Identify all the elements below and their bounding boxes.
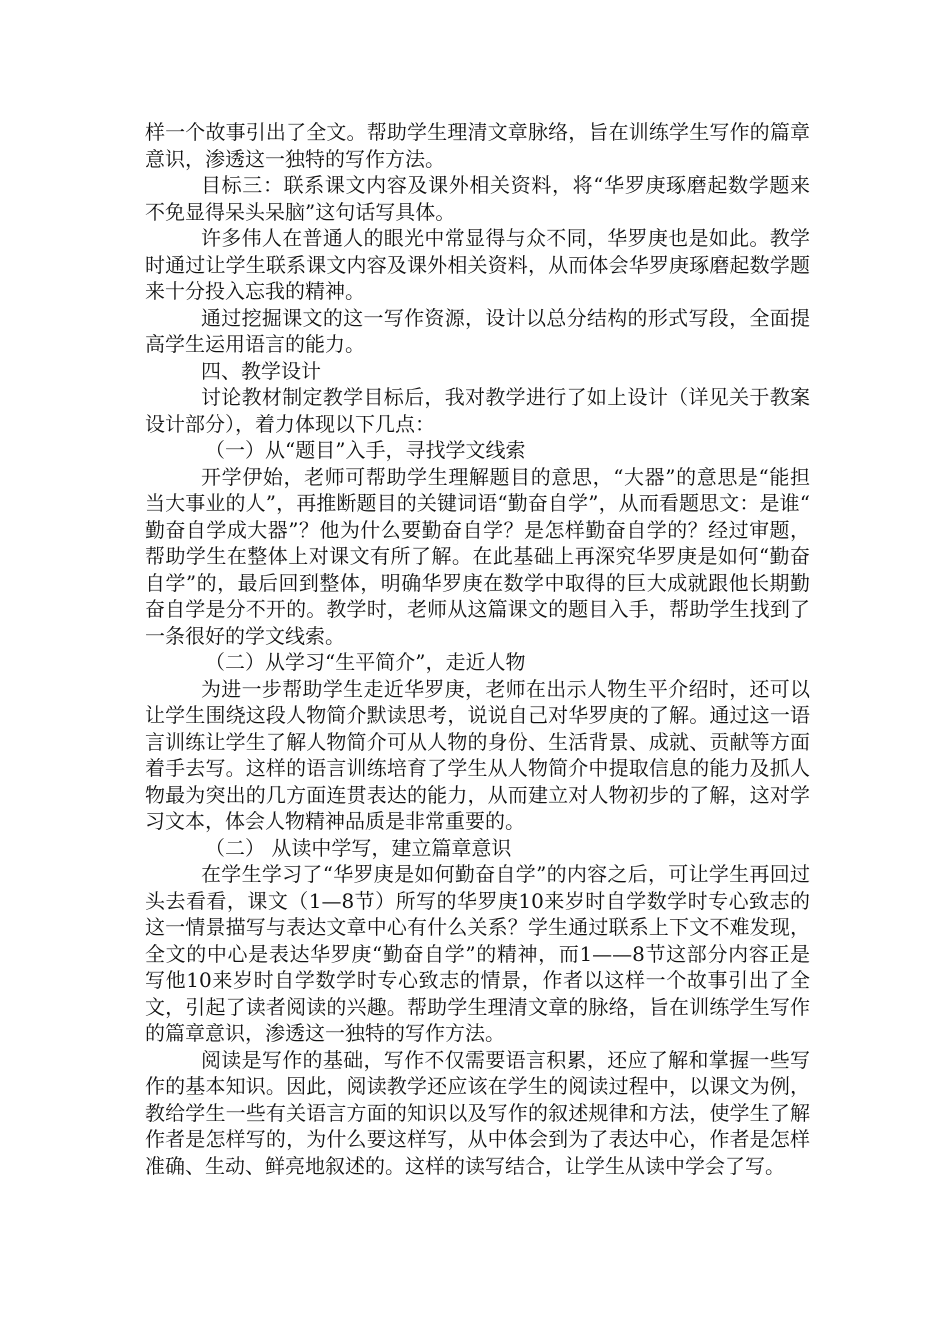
paragraph: 通过挖掘课文的这一写作资源，设计以总分结构的形式写段，全面提高学生运用语言的能力。 [145,305,810,356]
paragraph: 讨论教材制定教学目标后，我对教学进行了如上设计（详见关于教案设计部分），着力体现以下几点： [145,385,810,436]
paragraph: 开学伊始，老师可帮助学生理解题目的意思，“大器”的意思是“能担当大事业的人”，再推断题目的关键词语“勤奋自学”，从而看题思文：是谁“勤奋自学成大器”？他为什么要勤奋自学？是怎样勤奋自学的？经过审题，帮助学生在整体上对课文有所了解。在此基础上再深究华罗庚是如何“勤奋自学”的，最后回到整体，明确华罗庚在数学中取得的巨大成就跟他长期勤奋自学是分不开的。教学时，老师从这篇课文的题目入手，帮助学生找到了一条很好的学文线索。 [145,464,810,648]
paragraph-continuation: 样一个故事引出了全文。帮助学生理清文章脉络，旨在训练学生写作的篇章意识，渗透这一独特的写作方法。 [145,120,810,171]
paragraph: 在学生学习了“华罗庚是如何勤奋自学”的内容之后，可让学生再回过头去看看，课文（1—8节）所写的华罗庚10来岁时自学数学时专心致志的这一情景描写与表达文章中心有什么关系？学生通过联系上下文不难发现，全文的中心是表达华罗庚“勤奋自学”的精神，而1——8节这部分内容正是写他10来岁时自学数学时专心致志的情景，作者以这样一个故事引出了全文，引起了读者阅读的兴趣。帮助学生理清文章的脉络，旨在训练学生写作的篇章意识，渗透这一独特的写作方法。 [145,862,810,1045]
subsection-heading: （二） 从读中学写，建立篇章意识 [205,835,512,860]
document-body [145,119,810,1179]
paragraph: 阅读是写作的基础，写作不仅需要语言积累，还应了解和掌握一些写作的基本知识。因此，阅读教学还应该在学生的阅读过程中，以课文为例，教给学生一些有关语言方面的知识以及写作的叙述规律和方法，使学生了解作者是怎样写的，为什么要这样写，从中体会到为了表达中心，作者是怎样准确、生动、鲜亮地叙述的。这样的读写结合，让学生从读中学会了写。 [145,1047,810,1178]
subsection-heading: （二）从学习“生平简介”，走近人物 [205,650,526,674]
paragraph: 许多伟人在普通人的眼光中常显得与众不同，华罗庚也是如此。教学时通过让学生联系课文内容及课外相关资料，从而体会华罗庚琢磨起数学题来十分投入忘我的精神。 [145,226,810,303]
paragraph: 为进一步帮助学生走近华罗庚，老师在出示人物生平介绍时，还可以让学生围绕这段人物简介默读思考，说说自己对华罗庚的了解。通过这一语言训练让学生了解人物简介可从人物的身份、生活背景、成就、贡献等方面着手去写。这样的语言训练培育了学生从人物简介中提取信息的能力及抓人物最为突出的几方面连贯表达的能力，从而建立对人物初步的了解，这对学习文本，体会人物精神品质是非常重要的。 [145,676,810,833]
section-heading: 四、教学设计 [201,358,321,383]
paragraph-goal-three: 目标三：联系课文内容及课外相关资料，将“华罗庚琢磨起数学题来不免显得呆头呆脑”这句话写具体。 [145,173,810,224]
subsection-heading: （一）从“题目”入手，寻找学文线索 [205,438,526,462]
